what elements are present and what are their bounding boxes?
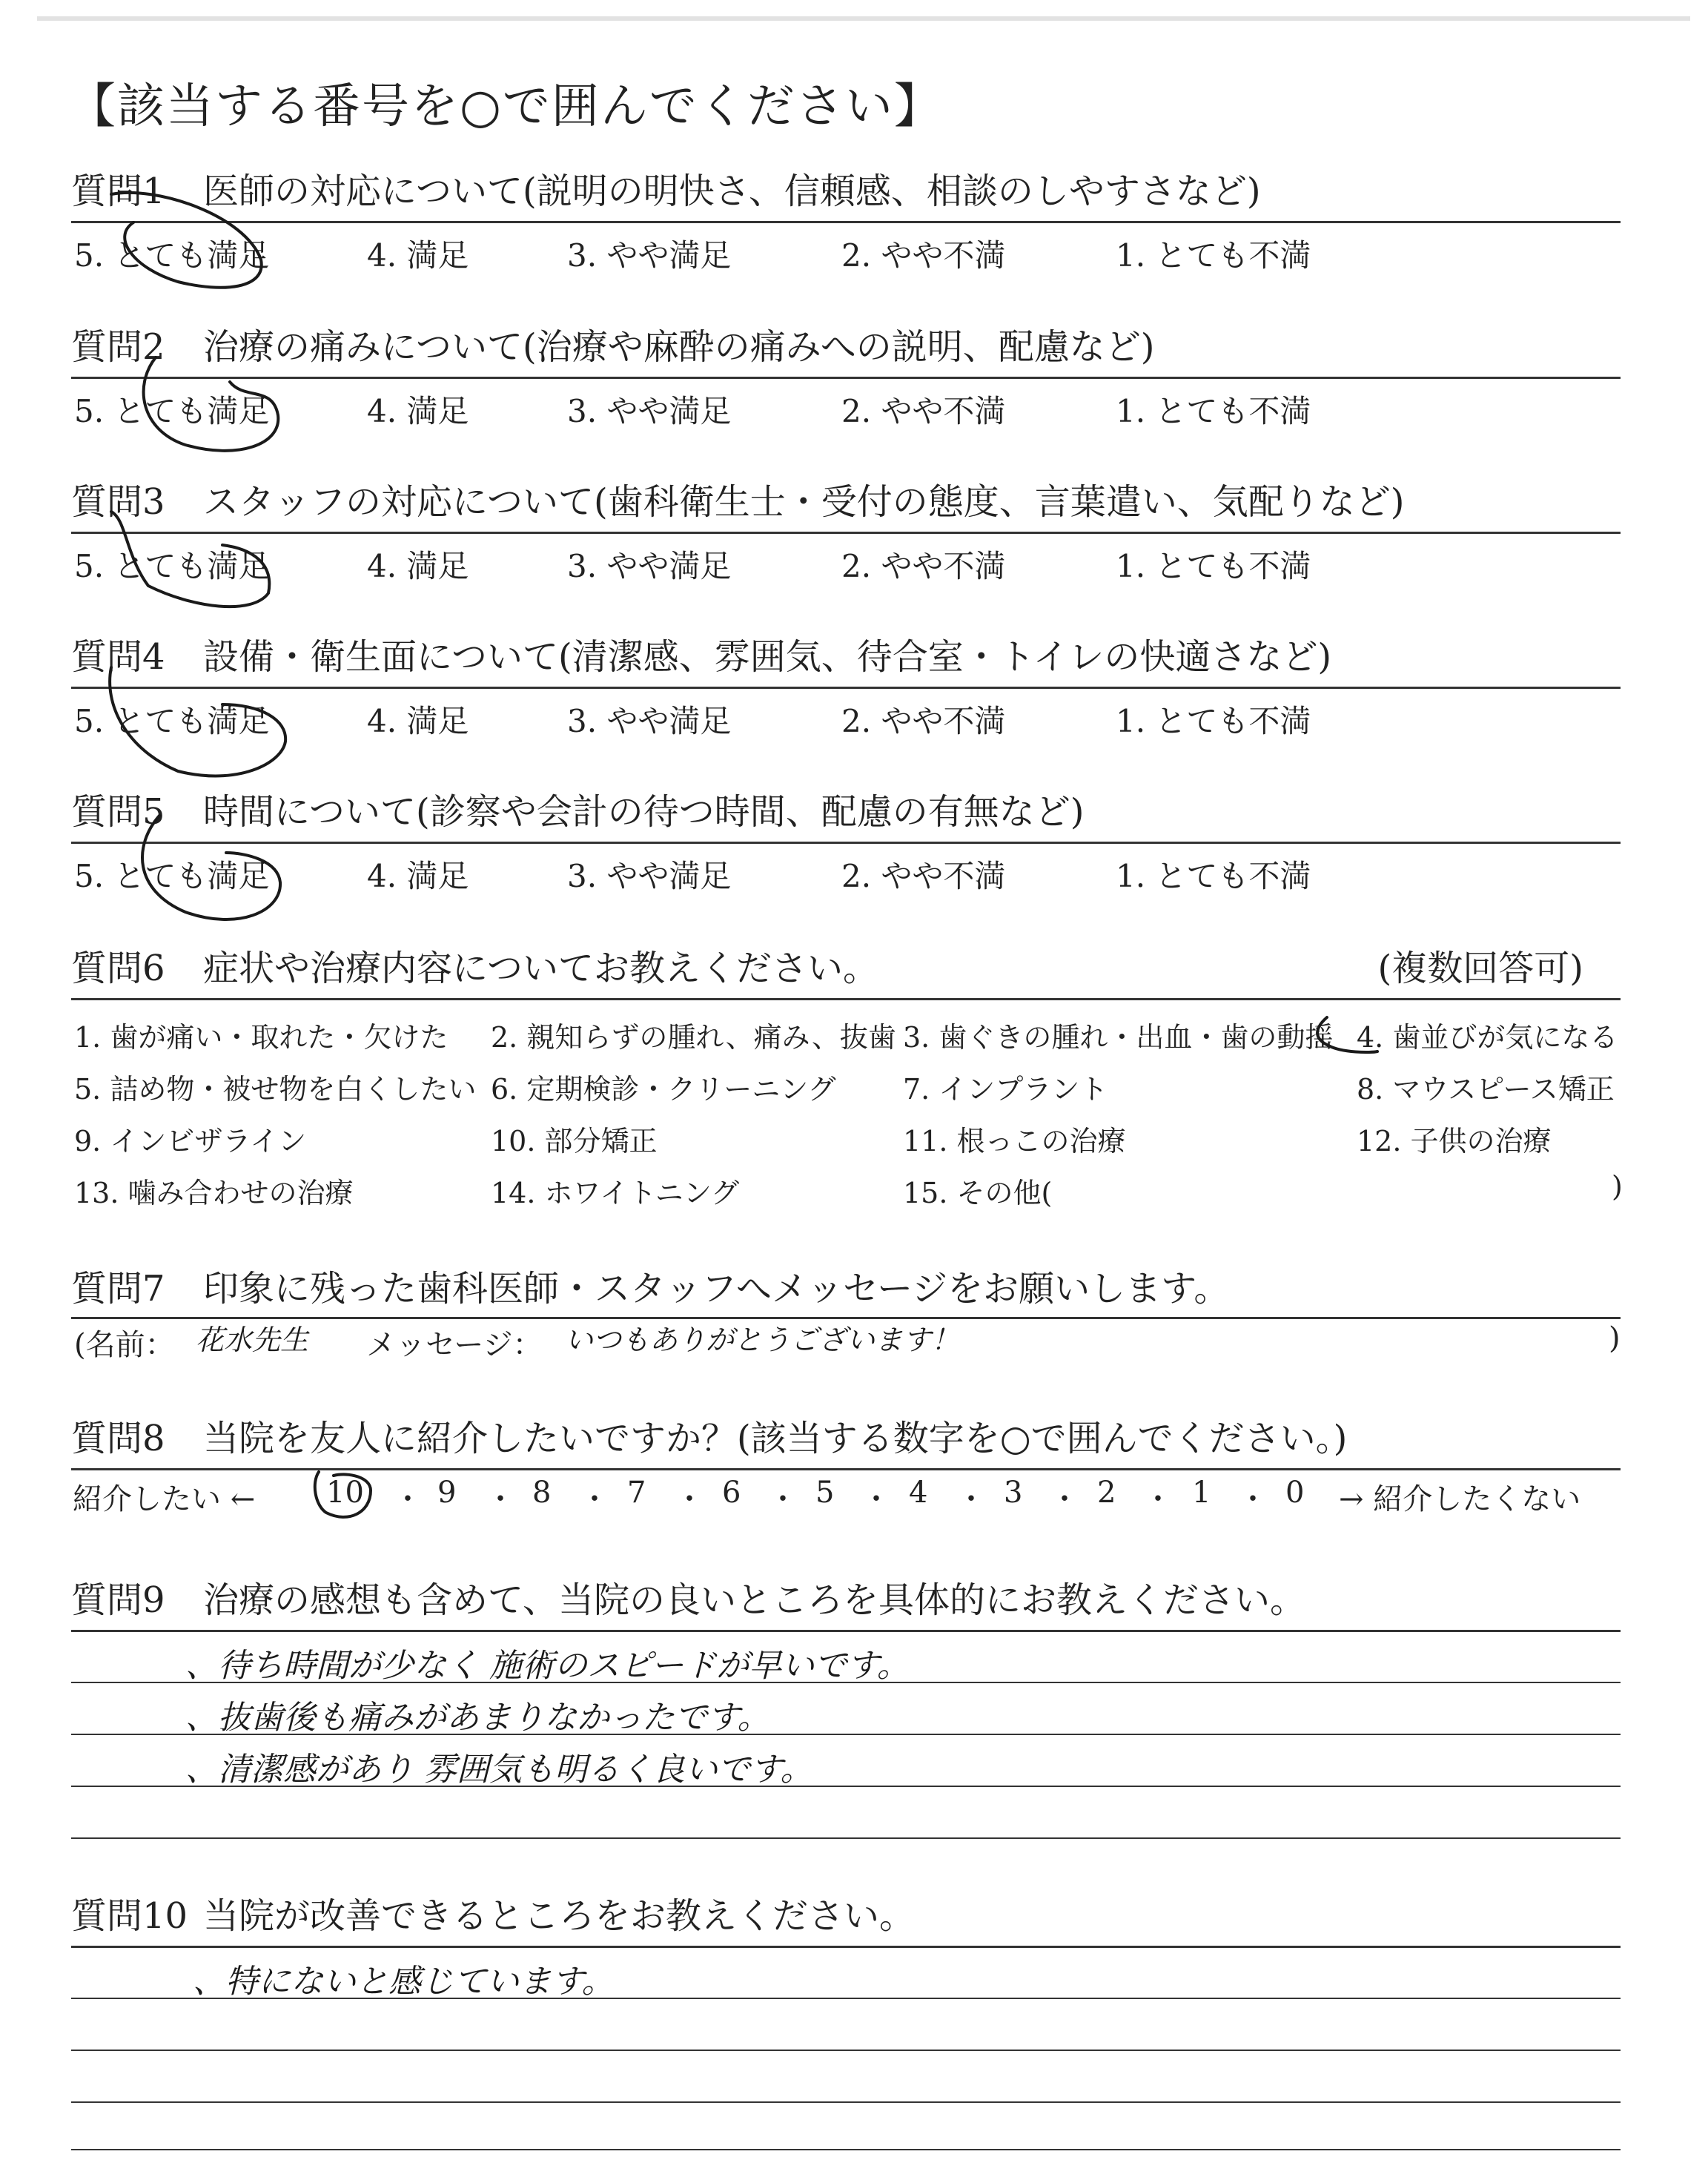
question-number: 質問7 (71, 1268, 165, 1309)
good-point-answer-1[interactable]: 、待ち時間が少なく 施術のスピードが早いです。 (185, 1647, 910, 1685)
treatment-option[interactable]: 5. 詰め物・被せ物を白くしたい (74, 1073, 477, 1106)
question-number: 質問3 (71, 481, 165, 523)
treatment-option[interactable]: 1. 歯が痛い・取れた・欠けた (74, 1021, 448, 1054)
question-number: 質問8 (71, 1418, 165, 1459)
option-1[interactable]: 1. とても不満 (1116, 237, 1311, 274)
answer-line (71, 2101, 1621, 2103)
message-handwritten[interactable]: いつもありがとうございます！ (565, 1324, 960, 1356)
scale-separator: ・ (580, 1482, 609, 1516)
other-close-paren: ) (1612, 1170, 1623, 1203)
treatment-options-row-3 (74, 1118, 1631, 1160)
scale-separator: ・ (768, 1482, 798, 1516)
treatment-options-row-2 (74, 1066, 1631, 1108)
scale-separator: ・ (1143, 1482, 1173, 1516)
page-title: 【該当する番号を○で囲んでください】 (68, 79, 943, 134)
question-text: 医師の対応について(説明の明快さ、信頼感、相談のしやすさなど) (203, 171, 1261, 212)
treatment-option[interactable]: 7. インプラント (903, 1073, 1108, 1106)
scale-0[interactable]: 0 (1285, 1476, 1305, 1510)
scale-6[interactable]: 6 (722, 1476, 741, 1510)
option-3[interactable]: 3. やや満足 (567, 393, 732, 429)
scale-7[interactable]: 7 (627, 1476, 646, 1510)
question-number: 質問9 (71, 1579, 165, 1621)
scale-separator: ・ (486, 1482, 515, 1516)
scale-separator: ・ (1050, 1482, 1079, 1516)
option-2[interactable]: 2. やや不満 (841, 237, 1006, 274)
scale-8[interactable]: 8 (532, 1476, 552, 1510)
divider (71, 842, 1621, 844)
answer-line (71, 2050, 1621, 2051)
scale-2[interactable]: 2 (1097, 1476, 1116, 1510)
treatment-option[interactable]: 8. マウスピース矯正 (1357, 1073, 1615, 1106)
question-text: 治療の痛みについて(治療や麻酔の痛みへの説明、配慮など) (203, 326, 1155, 368)
treatment-option[interactable]: 14. ホワイトニング (491, 1177, 740, 1209)
scale-separator: ・ (393, 1482, 423, 1516)
message-close-paren: ) (1609, 1321, 1621, 1355)
treatment-option[interactable]: 12. 子供の治療 (1357, 1125, 1552, 1157)
question-2 (71, 323, 1621, 375)
improvement-answer-1[interactable]: 、特にないと感じています。 (193, 1963, 615, 2001)
answer-line (71, 1837, 1621, 1839)
treatment-option[interactable]: 3. 歯ぐきの腫れ・出血・歯の動揺 (903, 1021, 1334, 1054)
question-8 (71, 1415, 1621, 1467)
scale-separator: ・ (956, 1482, 986, 1516)
question-number: 質問6 (71, 948, 165, 989)
option-3[interactable]: 3. やや満足 (567, 858, 732, 894)
treatment-options-row-4 (74, 1170, 1631, 1212)
option-1[interactable]: 1. とても不満 (1116, 858, 1311, 894)
scale-separator: ・ (675, 1482, 704, 1516)
divider (71, 998, 1621, 1000)
treatment-option[interactable]: 4. 歯並びが気になる (1357, 1021, 1618, 1054)
question-text: 治療の感想も含めて、当院の良いところを具体的にお教えください。 (203, 1579, 1306, 1621)
option-5[interactable]: 5. とても満足 (74, 703, 270, 739)
treatment-option[interactable]: 2. 親知らずの腫れ、痛み、抜歯 (491, 1021, 896, 1054)
name-handwritten[interactable]: 花水先生 (196, 1324, 309, 1356)
question-number: 質問4 (71, 636, 165, 678)
scale-separator: ・ (1238, 1482, 1268, 1516)
question-7 (71, 1265, 1621, 1317)
option-2[interactable]: 2. やや不満 (841, 858, 1006, 894)
option-2[interactable]: 2. やや不満 (841, 393, 1006, 429)
message-label: メッセージ： (366, 1328, 543, 1362)
scale-separator: ・ (861, 1482, 891, 1516)
question-text: 当院が改善できるところをお教えください。 (203, 1895, 916, 1937)
scale-1[interactable]: 1 (1192, 1476, 1211, 1510)
treatment-option[interactable]: 10. 部分矯正 (491, 1125, 658, 1157)
question-3 (71, 478, 1621, 530)
question-text: 症状や治療内容についてお教えください。 (203, 948, 879, 989)
question-9 (71, 1576, 1621, 1628)
option-1[interactable]: 1. とても不満 (1116, 703, 1311, 739)
option-5[interactable]: 5. とても満足 (74, 548, 270, 584)
option-3[interactable]: 3. やや満足 (567, 548, 732, 584)
divider (71, 221, 1621, 223)
question-number: 質問2 (71, 326, 165, 368)
question-text: 印象に残った歯科医師・スタッフへメッセージをお願いします。 (203, 1268, 1230, 1309)
treatment-option[interactable]: 11. 根っこの治療 (903, 1125, 1126, 1157)
option-4[interactable]: 4. 満足 (367, 548, 469, 584)
option-5[interactable]: 5. とても満足 (74, 858, 270, 894)
divider (71, 1946, 1621, 1948)
question-text: 設備・衛生面について(清潔感、雰囲気、待合室・トイレの快適さなど) (203, 636, 1332, 678)
divider (71, 1468, 1621, 1470)
scale-10[interactable]: 10 (326, 1476, 364, 1510)
option-2[interactable]: 2. やや不満 (841, 703, 1006, 739)
treatment-options-row-1 (74, 1014, 1631, 1056)
option-4[interactable]: 4. 満足 (367, 393, 469, 429)
scale-3[interactable]: 3 (1004, 1476, 1023, 1510)
question-number: 質問5 (71, 791, 165, 833)
scan-edge (37, 16, 1690, 21)
option-2[interactable]: 2. やや不満 (841, 548, 1006, 584)
option-4[interactable]: 4. 満足 (367, 858, 469, 894)
divider (71, 532, 1621, 534)
option-3[interactable]: 3. やや満足 (567, 703, 732, 739)
recommend-left-label: 紹介したい ← (73, 1482, 256, 1516)
question-10 (71, 1892, 1621, 1944)
option-4[interactable]: 4. 満足 (367, 703, 469, 739)
answer-line (71, 2149, 1621, 2150)
option-3[interactable]: 3. やや満足 (567, 237, 732, 274)
treatment-option[interactable]: 13. 噛み合わせの治療 (74, 1177, 354, 1209)
divider (71, 1630, 1621, 1632)
scale-5[interactable]: 5 (815, 1476, 835, 1510)
treatment-option-other[interactable]: 15. その他( (903, 1177, 1053, 1209)
multiple-answer-note: (複数回答可) (1377, 948, 1583, 989)
treatment-option[interactable]: 9. インビザライン (74, 1125, 307, 1157)
question-text: 時間について(診察や会計の待つ時間、配慮の有無など) (203, 791, 1085, 833)
treatment-option[interactable]: 6. 定期検診・クリーニング (491, 1073, 836, 1106)
divider (71, 377, 1621, 379)
scale-4[interactable]: 4 (909, 1476, 928, 1510)
option-4[interactable]: 4. 満足 (367, 237, 469, 274)
question-text: 当院を友人に紹介したいですか？(該当する数字を○で囲んでください。) (203, 1418, 1348, 1459)
question-6 (71, 945, 1621, 997)
question-5 (71, 788, 1621, 840)
question-number: 質問1 (71, 171, 165, 212)
option-5[interactable]: 5. とても満足 (74, 237, 270, 274)
option-1[interactable]: 1. とても不満 (1116, 393, 1311, 429)
question-1 (71, 168, 1621, 219)
scale-9[interactable]: 9 (437, 1476, 457, 1510)
name-label: (名前： (74, 1328, 175, 1362)
option-1[interactable]: 1. とても不満 (1116, 548, 1311, 584)
good-point-answer-2[interactable]: 、抜歯後も痛みがあまりなかったです。 (185, 1699, 770, 1737)
question-number: 質問10 (71, 1895, 188, 1937)
question-4 (71, 633, 1621, 685)
good-point-answer-3[interactable]: 、清潔感があり 雰囲気も明るく良いです。 (185, 1751, 813, 1789)
question-text: スタッフの対応について(歯科衛生士・受付の態度、言葉遣い、気配りなど) (203, 481, 1405, 523)
recommend-right-label: → 紹介したくない (1339, 1482, 1581, 1516)
option-5[interactable]: 5. とても満足 (74, 393, 270, 429)
divider (71, 687, 1621, 689)
